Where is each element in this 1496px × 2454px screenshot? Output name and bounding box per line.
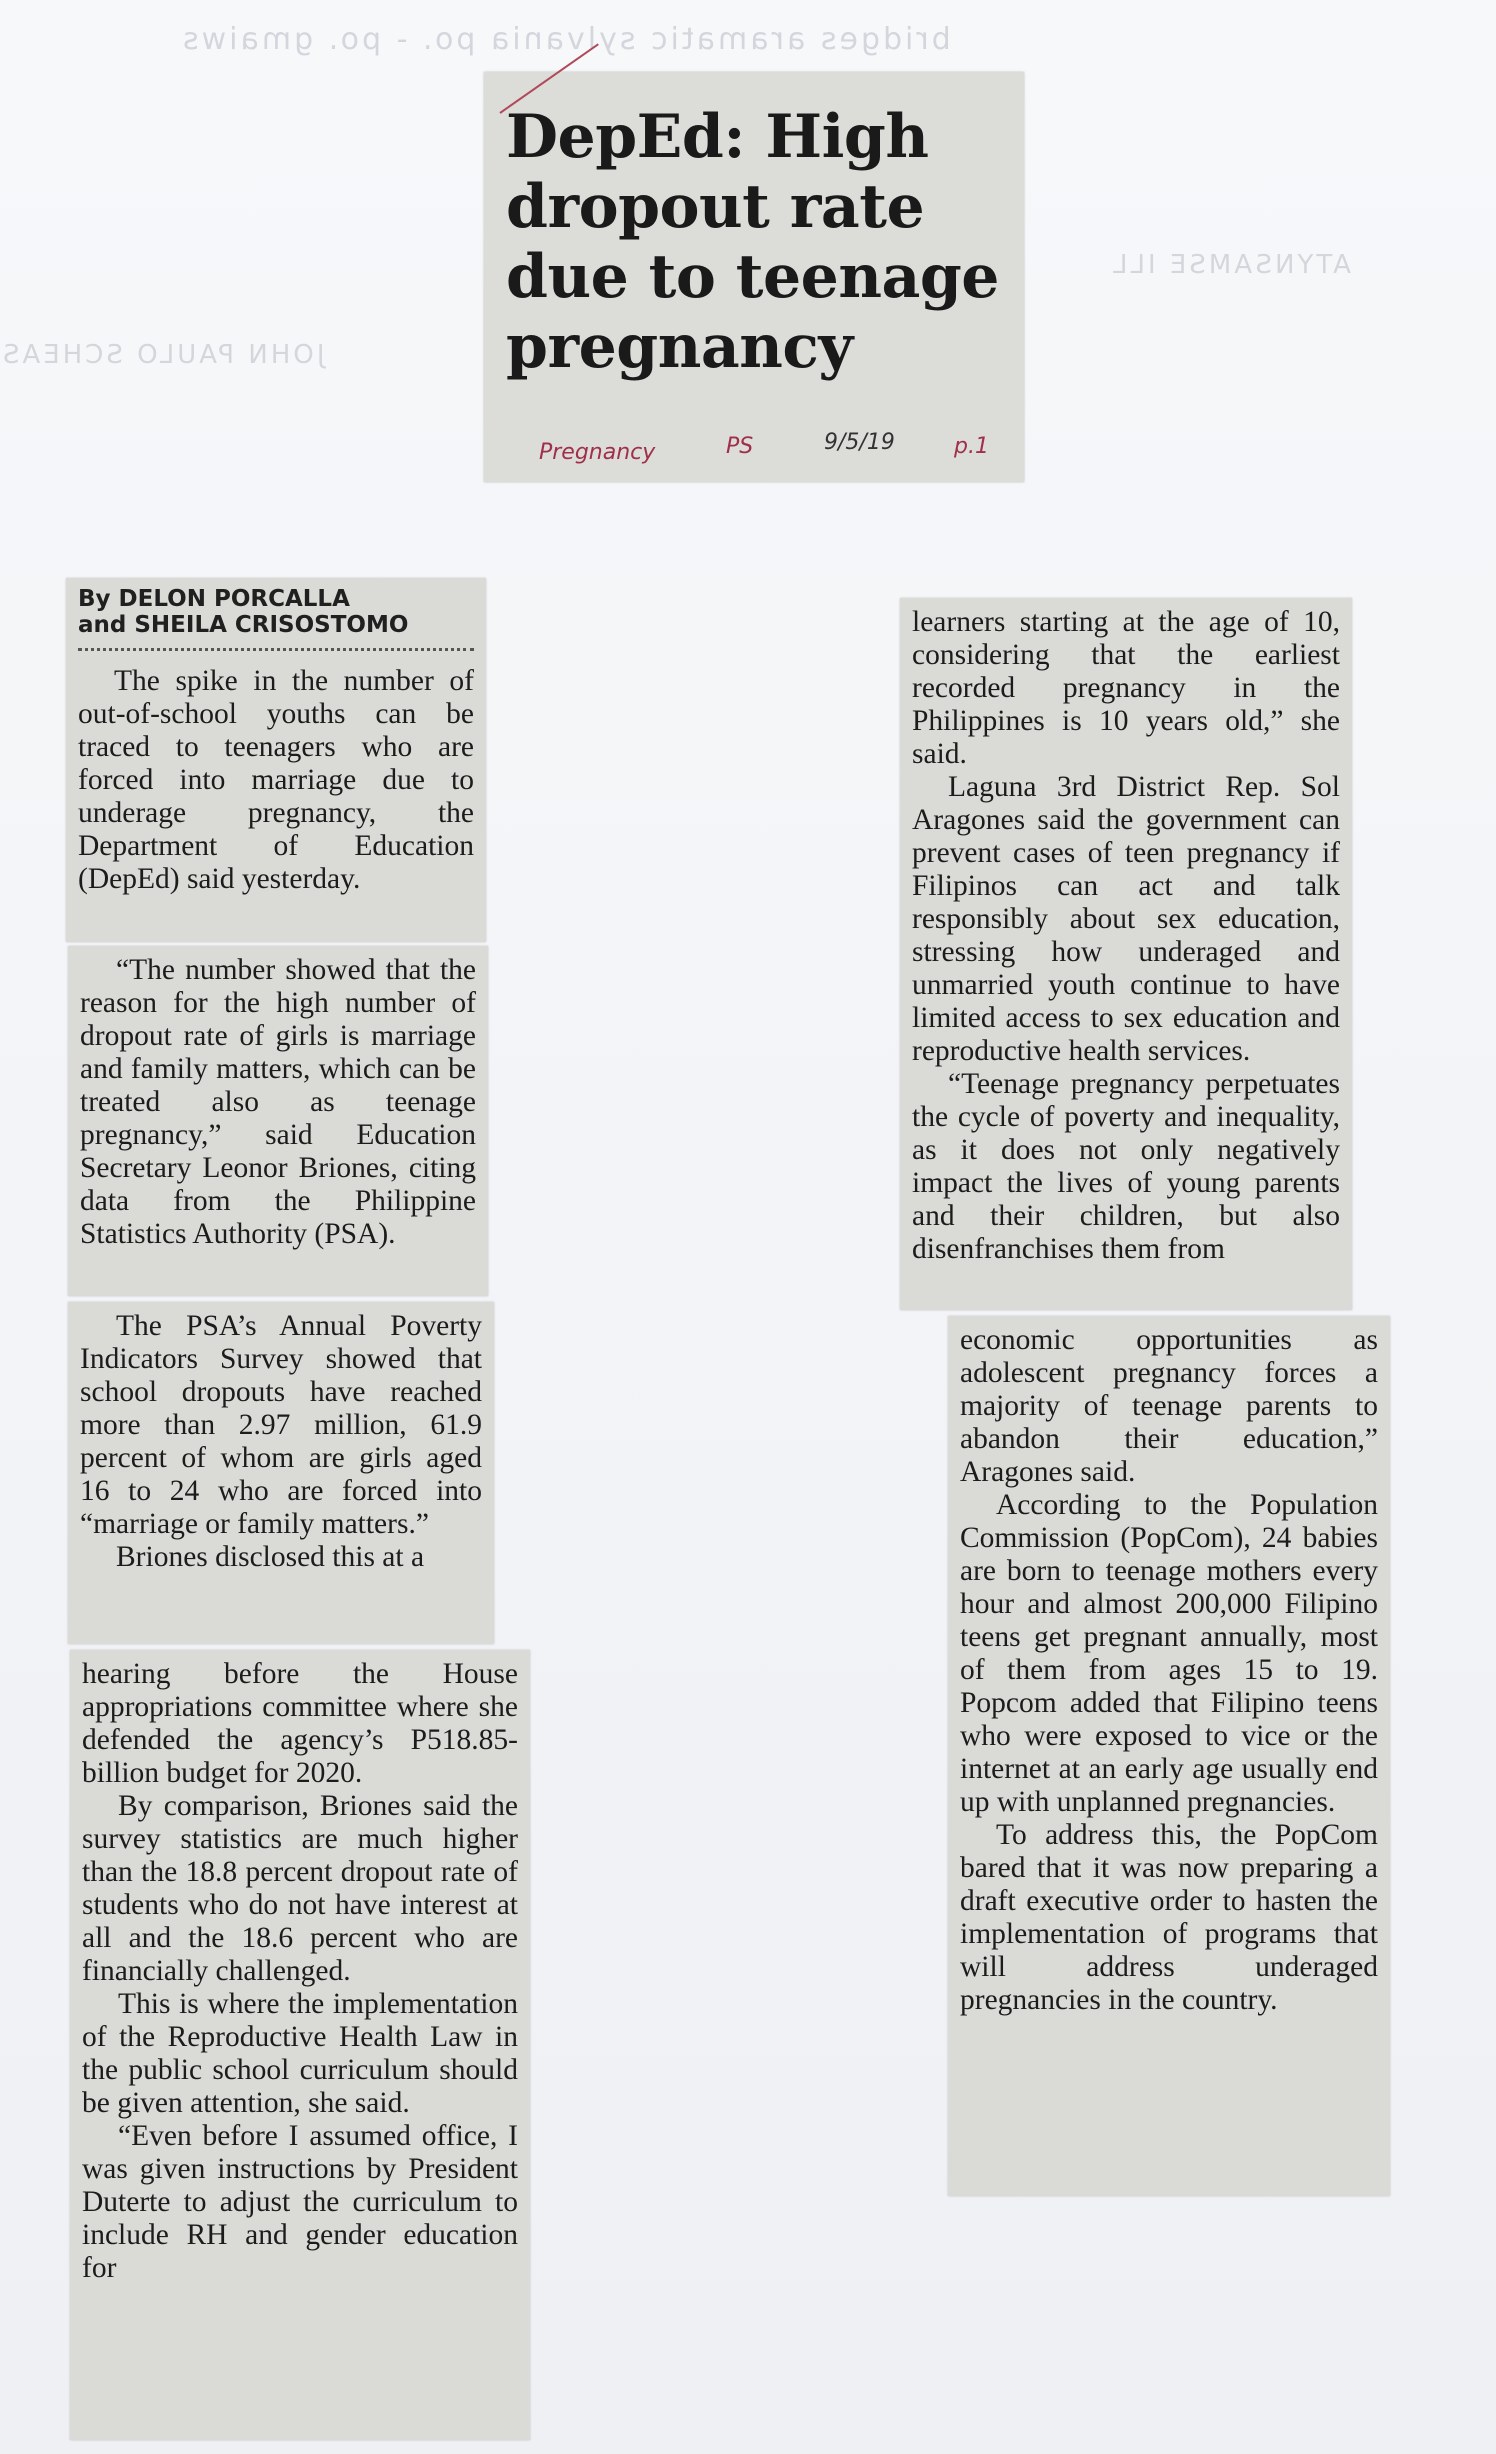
right-paragraph-4: According to the Population Commission (PopCom), 24 babies are born to teenage mothers every hour and almost 200,000 Filipino teens get pregnant annually, most of them from ages 15 to 19. Popcom added that Filipino teens who were exposed to vice or the internet at an early age usually end up with unplanned pregnancies. <box>960 1489 1378 1818</box>
annotation-source: PS <box>726 434 754 459</box>
bleed-through-text-3: ATYNSAMSE ILL <box>1110 250 1352 280</box>
annotation-tag: Pregnancy <box>539 440 656 465</box>
headline-clipping <box>484 72 1024 482</box>
left-paragraph-4a: Briones disclosed this at a <box>116 1541 425 1573</box>
left-paragraph-6: This is where the implementation of the Reproductive Health Law in the public school curriculum should be given attention, she said. <box>82 1988 518 2119</box>
right-paragraph-5: To address this, the PopCom bared that it was now preparing a draft executive order to hasten the implementation of programs that will address underaged pregnancies in the country. <box>960 1819 1378 2016</box>
right-clip-2 <box>948 1316 1390 2196</box>
left-clip-2 <box>68 946 488 1296</box>
left-paragraph-2: “The number showed that the reason for the high number of dropout rate of girls is marriage and family matters, which can be treated also as teenage pregnancy,” said Education Secretary Leonor Briones, citing data from the Philippine Statistics Authority (PSA). <box>80 954 476 1250</box>
left-paragraph-1: The spike in the number of out-of-school youths can be traced to teenagers who are forced into marriage due to underage pregnancy, the Department of Education (DepEd) said yesterday. <box>78 665 474 895</box>
bleed-through-text-1: bridges aramatic sylvania po. - po. gmaiws <box>180 22 951 57</box>
right-paragraph-1: learners starting at the age of 10, considering that the earliest recorded pregnancy in the Philippines is 10 years old,” she said. <box>912 606 1340 770</box>
left-paragraph-5: By comparison, Briones said the survey statistics are much higher than the 18.8 percent dropout rate of students who do not have interest at all and the 18.6 percent who are financially challenged. <box>82 1790 518 1987</box>
right-paragraph-3a: “Teenage pregnancy perpetuates the cycle of poverty and inequality, as it does not only negatively impact the lives of young parents and their children, but also disenfranchises them from <box>912 1068 1340 1265</box>
annotation-page: p.1 <box>954 434 989 459</box>
left-clip-4 <box>70 1650 530 2440</box>
right-paragraph-3b: economic opportunities as adolescent pregnancy forces a majority of teenage parents to abandon their education,” Aragones said. <box>960 1324 1378 1488</box>
byline-line-2: and SHEILA CRISOSTOMO <box>78 612 409 638</box>
left-paragraph-7: “Even before I assumed office, I was given instructions by President Duterte to adjust the curriculum to include RH and gender education for <box>82 2120 518 2284</box>
left-paragraph-4b: hearing before the House appropriations committee where she defended the agency’s P518.85-billion budget for 2020. <box>82 1658 518 1789</box>
article-headline: DepEd: High dropout rate due to teenage pregnancy <box>506 102 999 382</box>
right-clip-1 <box>900 598 1352 1310</box>
annotation-date: 9/5/19 <box>824 430 895 455</box>
byline-divider <box>78 648 474 651</box>
left-clip-3 <box>68 1302 494 1644</box>
left-clip-1 <box>66 578 486 942</box>
byline-line-1: By DELON PORCALLA <box>78 586 350 612</box>
bleed-through-text-2: JOHN PAULO SCHEAS <box>0 340 325 370</box>
byline <box>78 586 474 638</box>
right-paragraph-2: Laguna 3rd District Rep. Sol Aragones said the government can prevent cases of teen pregnancy if Filipinos can act and talk responsibly about sex education, stressing how underaged and unmarried youth continue to have limited access to sex education and reproductive health services. <box>912 771 1340 1067</box>
left-paragraph-3: The PSA’s Annual Poverty Indicators Survey showed that school dropouts have reached more than 2.97 million, 61.9 percent of whom are girls aged 16 to 24 who are forced into “marriage or family matters.” <box>80 1310 482 1540</box>
